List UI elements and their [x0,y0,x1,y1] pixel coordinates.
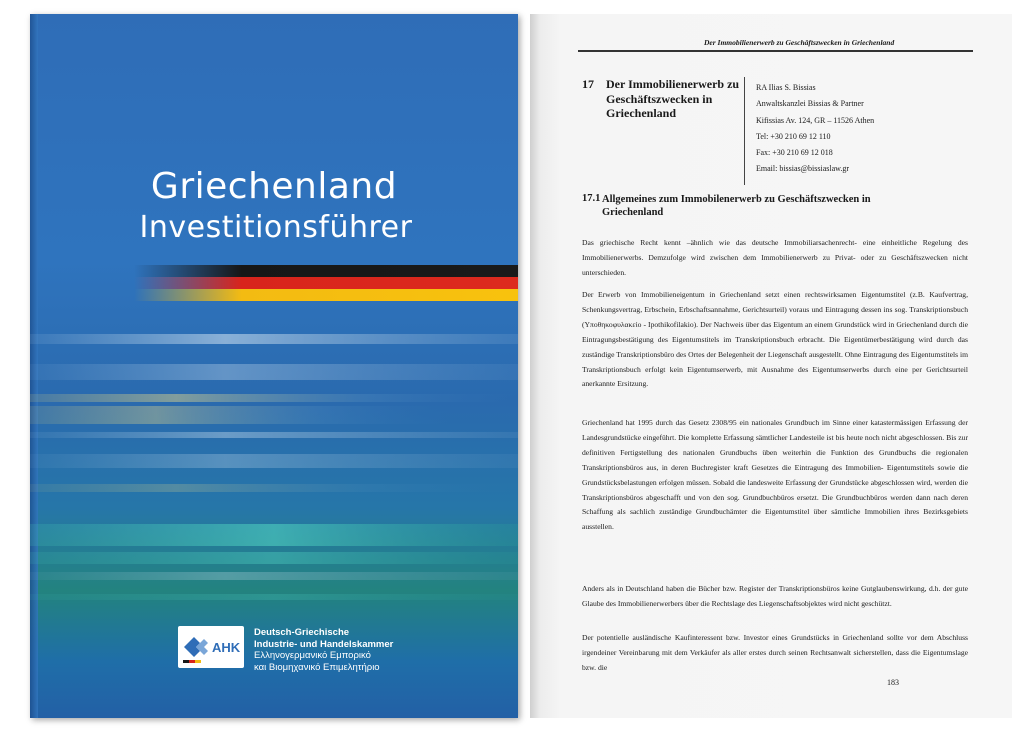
page-number: 183 [887,678,899,687]
paragraph: Der potentielle ausländische Kaufinteressent bzw. Investor eines Grundstücks in Griechenland sollte vor dem Abschluss irgendeiner Vereinbarung mit dem Verkäufer als aller erstes durch seinen Rechtsanwalt sicherstellen, dass die Eigentumslage bzw. die [582,633,968,672]
author-tel: Tel: +30 210 69 12 110 [756,131,831,141]
flag-stripe-black [134,265,518,277]
ahk-line: και Βιομηχανικό Επιμελητήριο [254,661,380,673]
section-title: Allgemeines zum Immobilenerwerb zu Geschäftszwecken in Griechenland [602,194,871,218]
author-name: RA Ilias S. Bissias [756,83,816,92]
ahk-logo-label: AHK [212,640,241,655]
author-firm: Anwaltskanzlei Bissias & Partner [756,99,864,109]
cover-subtitle: Investitionsführer [139,210,413,245]
author-address: Kifissias Av. 124, GR – 11526 Athen [756,115,875,125]
paragraph: Der Erwerb von Immobilieneigentum in Griechenland setzt einen rechtswirksamen Eigentumstitel (z.B. Kaufvertrag, Schenkungsvertrag, Erbschein, Erbschaftsannahme, Gerichtsurteil) voraus und Eintragung dessen ins sog. Transkriptionsbuch (Υποθηκοφυλακείο - Ipothikofilakio). Der Nachweis über das Eigentum an einem Grundstück wird in Griechenland durch die Eintragungsbestätigung des Eigentumstitels im Transkriptionsbuch erbracht. Die Eigentümerbestätigung wird durch das zuständige Transkriptionsbüro des Ortes der Belegenheit der Liegenschaft ausgestellt. Ohne Eintragung des Eigentumstitels im Transkriptionsbuch erfolgt kein Eigentumserwerb, mit Ausnahme des Eigentumserwerbs durch eine per Gerichtsurteil anerkannte Ersitzung. [582,290,968,389]
chapter-number: 17 [582,77,594,91]
paragraph: Das griechische Recht kennt –ähnlich wie das deutsche Immobiliarsachenrecht- eine einheitliche Regelung des Immobilienerwerbs. Demzufolge wird zwischen dem Immobilienerwerb zu Privat- oder zu Geschäftszwecken nicht unterschieden. [582,238,968,277]
motion-blur-background [30,314,518,644]
flag-stripe-red [134,277,518,289]
header-rule [578,50,973,52]
ahk-logo-mark [178,626,244,668]
vertical-divider [744,77,745,185]
document-page [530,14,1012,718]
running-head: Der Immobilienerwerb zu Geschäftszwecken in Griechenland [704,38,895,47]
flag-stripe-gold [134,289,518,301]
section-number: 17.1 [582,193,601,204]
ahk-chamber-name [254,627,393,673]
paragraph: Anders als in Deutschland haben die Bücher bzw. Register der Transkriptionsbüros keine Gutglaubenswirkung, d.h. der gute Glaube des Immobilienerwerbers über die Rechtslage des Liegenschaftsobjektes wird nicht geschützt. [582,584,968,608]
cover-title: Griechenland [150,166,398,207]
author-email: Email: bissias@bissiaslaw.gr [756,164,850,174]
author-fax: Fax: +30 210 69 12 018 [756,148,833,158]
booklet-cover [30,14,518,718]
author-block [756,80,874,178]
ahk-line: Deutsch-Griechische [254,627,350,638]
ahk-line: Industrie- und Handelskammer [254,638,394,650]
ahk-line: Ελληνογερμανικό Εμπορικό [254,650,371,661]
chapter-title: Der Immobilienerwerb zu Geschäftszwecken in Griechenland [606,77,740,120]
ahk-logo [178,626,244,668]
paragraph: Griechenland hat 1995 durch das Gesetz 2308/95 ein nationales Grundbuch im Sinne einer katastermässigen Erfassung der Landesgrundstücke eingeführt. Die komplette Erfassung sämtlicher Landesteile ist bis heute noch nicht abgeschlossen. Bis zur definitiven Fertigstellung des nationalen Grundbuchs üben weiterhin die Funktion des Grundbuchs die regionalen Transkriptionsbüros aus, in deren Buchregister kraft Gesetzes die Eintragung des Immobilien- Eigentumstitels sowie die Grundstücksbelastungen erfolgen müssen. Sobald die landesweite Erfassung der Grundstücke abgeschlossen wird, werden die Transkriptionsbüros abgeschafft und von den sog. Grundbuchbüros ersetzt. Die Grundbuchbüros werden dann nach deren Schaffung als sachlich zuständige Grundbuchämter die Eigentumstitel über sämtliche Immobilien ihres Bezirksgebiets ausstellen. [582,418,968,532]
